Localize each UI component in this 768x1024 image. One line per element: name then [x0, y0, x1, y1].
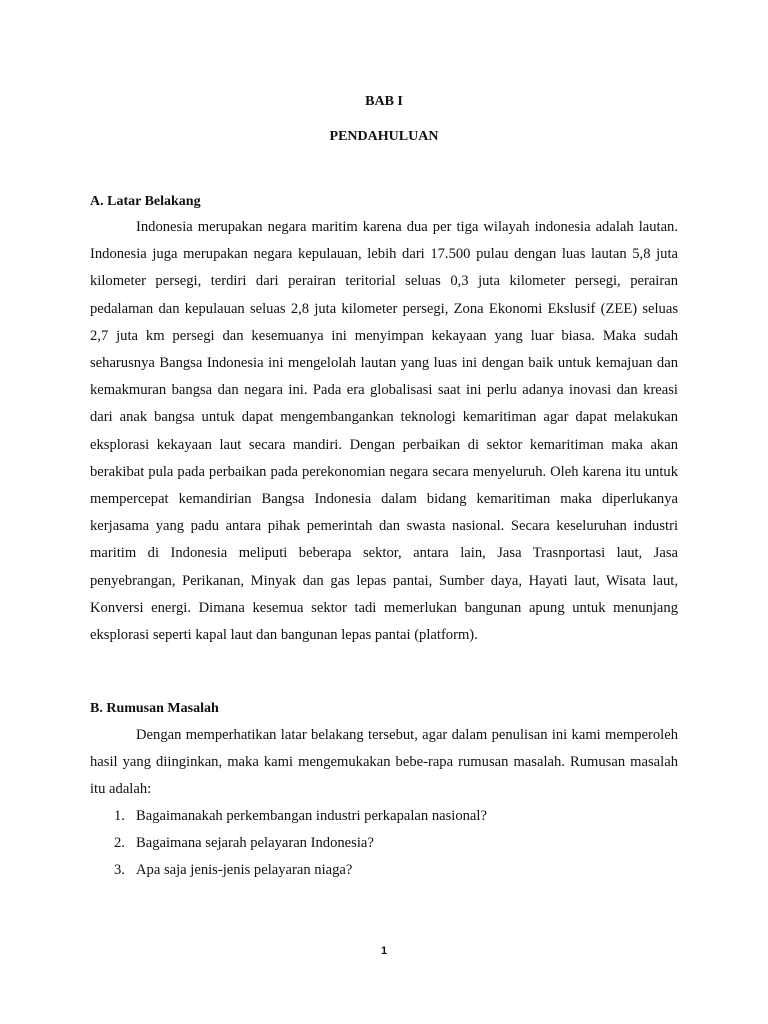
paragraph-text: Dengan memperhatikan latar belakang tersebut, agar dalam penulisan ini kami memperoleh hasil yang diinginkan, maka kami mengemukakan bebe-rapa rumusan masalah. Rumusan masalah itu adalah:: [90, 727, 678, 798]
paragraph-rumusan-masalah: [90, 722, 678, 804]
problem-list: [90, 803, 678, 885]
list-item: [90, 830, 678, 857]
list-item-text: Bagaimanakah perkembangan industri perkapalan nasional?: [136, 808, 487, 824]
list-item: [90, 857, 678, 884]
chapter-title: PENDAHULUAN: [329, 129, 439, 144]
list-item-number: 2.: [114, 835, 125, 852]
list-item: [90, 803, 678, 830]
list-item-text: Bagaimana sejarah pelayaran Indonesia?: [136, 835, 374, 852]
paragraph-latar-belakang: [90, 214, 678, 649]
paragraph-text: Indonesia merupakan negara maritim karena dua per tiga wilayah indonesia adalah lautan. Indonesia juga merupakan negara kepulauan, lebih dari 17.500 pulau dengan luas lautan 5,8 juta kilometer persegi, terdiri dari perairan teritorial seluas 0,3 juta kilometer persegi, perairan pedalaman dan kepulauan seluas 2,8 juta kilometer persegi, Zona Ekonomi Ekslusif (ZEE) seluas 2,7 juta km persegi dan kesemuanya ini menyimpan kekayaan yang luar biasa. Maka sudah seharusnya Bangsa Indonesia ini mengelolah lautan yang luas ini dengan baik untuk kemajuan dan kemakmuran bangsa dan negara ini. Pada era globalisasi saat ini perlu adanya inovasi dan kreasi dari anak bangsa untuk dapat mengembangankan teknologi kemaritiman agar dapat melakukan eksplorasi kekayaan laut secara mandiri. Dengan perbaikan di sektor kemaritiman maka akan berakibat pula pada perbaikan pada perekonomian negara secara menyeluruh. Oleh karena itu untuk mempercepat kemandirian Bangsa Indonesia dalam bidang kemaritiman maka diperlukanya kerjasama yang padu antara pihak pemerintah dan swasta nasional. Secara keseluruhan industri maritim di Indonesia meliputi beberapa sektor, antara lain, Jasa Trasnportasi laut, Jasa penyebrangan, Perikanan, Minyak dan gas lepas pantai, Sumber daya, Hayati laut, Wisata laut, Konversi energi. Dimana kesemua sektor tadi memerlukan bangunan apung untuk menunjang eksplorasi seperti kapal laut dan bangunan lepas pantai (platform).: [90, 219, 678, 644]
section-heading-latar-belakang: A. Latar Belakang: [90, 194, 201, 209]
page-number: 1: [380, 945, 388, 957]
list-item-number: 3.: [114, 862, 125, 879]
list-item-text: Apa saja jenis-jenis pelayaran niaga?: [136, 862, 353, 879]
list-item-number: 1.: [114, 808, 125, 824]
section-heading-rumusan-masalah: B. Rumusan Masalah: [90, 701, 219, 716]
chapter-number: BAB I: [365, 94, 403, 109]
